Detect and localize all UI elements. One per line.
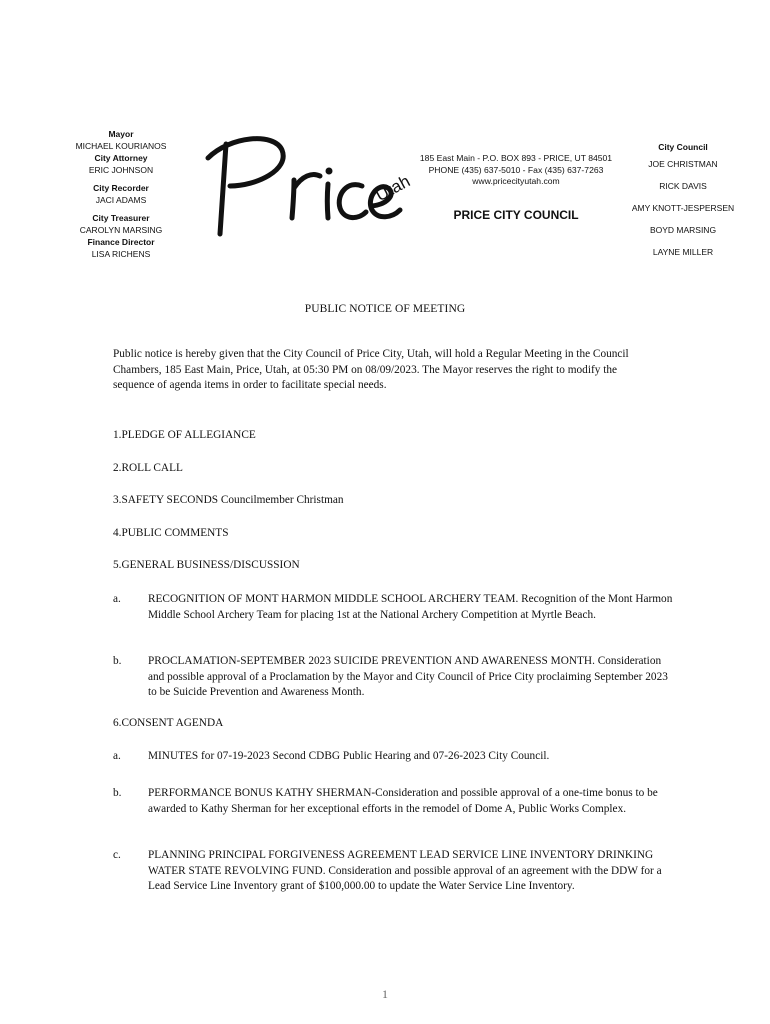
item-text: PLANNING PRINCIPAL FORGIVENESS AGREEMENT LEAD SERVICE LINE INVENTORY DRINKING WATER STATE REVOLVING FUND. Consideration and possible approval of an agreement with the DDW for a Lead Service Line Inventory grant of $100,000.00 to update the Water Service Line Inventory. (148, 849, 662, 892)
agenda-item-5: 5.GENERAL BUSINESS/DISCUSSION (113, 559, 300, 571)
agenda-item-6b (113, 786, 673, 817)
notice-title: PUBLIC NOTICE OF MEETING (304, 303, 466, 315)
intro-paragraph: Public notice is hereby given that the City Council of Price City, Utah, will hold a Regular Meeting in the Council Chambers, 185 East Main, Price, Utah, at 05:30 PM on 08/09/2023. The Mayor reserves the right to modify the sequence of agenda items in order to facilitate special needs. (113, 348, 629, 391)
officials-list (64, 129, 178, 260)
official-role: Finance Director (87, 237, 155, 247)
item-text: PROCLAMATION-SEPTEMBER 2023 SUICIDE PREVENTION AND AWARENESS MONTH. Consideration and possible approval of a Proclamation by the Mayor and City Council of Price City proclaiming September 2023 to be Suicide Prevention and Awareness Month. (148, 655, 668, 698)
address-line-1: 185 East Main - P.O. BOX 893 - PRICE, UT 84501 (419, 153, 613, 163)
city-address (400, 153, 632, 188)
agenda-item-5b (113, 654, 673, 701)
official-finance-director (64, 237, 178, 260)
council-member: JOE CHRISTMAN (648, 159, 718, 169)
item-text: MINUTES for 07-19-2023 Second CDBG Public Hearing and 07-26-2023 City Council. (148, 750, 550, 762)
official-mayor (64, 129, 178, 152)
item-text: PERFORMANCE BONUS KATHY SHERMAN-Consideration and possible approval of a one-time bonus to be awarded to Kathy Sherman for her exceptional efforts in the remodel of Dome A, Public Works Complex. (148, 787, 658, 815)
agenda-item-3: 3.SAFETY SECONDS Councilmember Christman (113, 494, 344, 506)
official-name: CAROLYN MARSING (79, 224, 163, 235)
official-name: JACI ADAMS (95, 194, 147, 205)
agenda-item-5a (113, 592, 673, 623)
address-website: www.pricecityutah.com (472, 176, 560, 186)
agenda-item-6: 6.CONSENT AGENDA (113, 717, 224, 729)
council-member: LAYNE MILLER (652, 247, 714, 257)
item-letter: b. (113, 655, 122, 667)
address-line-2: PHONE (435) 637-5010 - Fax (435) 637-7263 (428, 164, 604, 175)
item-letter: b. (113, 787, 122, 799)
official-role: City Attorney (94, 153, 148, 163)
agenda-item-4: 4.PUBLIC COMMENTS (113, 527, 229, 539)
logo-state-text: Utah (372, 171, 414, 206)
logo-word-text (0, 0, 1, 1)
council-member: RICK DAVIS (659, 181, 707, 191)
page-number: 1 (382, 987, 388, 1001)
official-name: MICHAEL KOURIANOS (75, 140, 167, 151)
council-member: AMY KNOTT-JESPERSEN (631, 203, 735, 213)
official-treasurer (64, 213, 178, 236)
council-title: PRICE CITY COUNCIL (453, 208, 579, 222)
official-role: City Treasurer (92, 213, 150, 223)
item-letter: c. (113, 849, 121, 861)
item-letter: a. (113, 750, 121, 762)
council-member: BOYD MARSING (649, 225, 717, 235)
agenda-item-6c (113, 848, 673, 895)
item-text: RECOGNITION OF MONT HARMON MIDDLE SCHOOL ARCHERY TEAM. Recognition of the Mont Harmon Middle School Archery Team for placing 1st at the National Archery Competition at Myrtle Beach. (148, 593, 673, 621)
official-recorder (64, 183, 178, 206)
city-council-list (630, 142, 736, 269)
item-letter: a. (113, 593, 121, 605)
agenda-item-1: 1.PLEDGE OF ALLEGIANCE (113, 429, 256, 441)
official-role: City Recorder (93, 183, 149, 193)
official-attorney (64, 153, 178, 176)
official-name: ERIC JOHNSON (88, 164, 154, 175)
official-role: Mayor (108, 129, 134, 139)
agenda-item-6a (113, 749, 673, 765)
official-name: LISA RICHENS (91, 248, 151, 259)
city-council-title: City Council (658, 142, 708, 152)
agenda-item-2: 2.ROLL CALL (113, 462, 183, 474)
